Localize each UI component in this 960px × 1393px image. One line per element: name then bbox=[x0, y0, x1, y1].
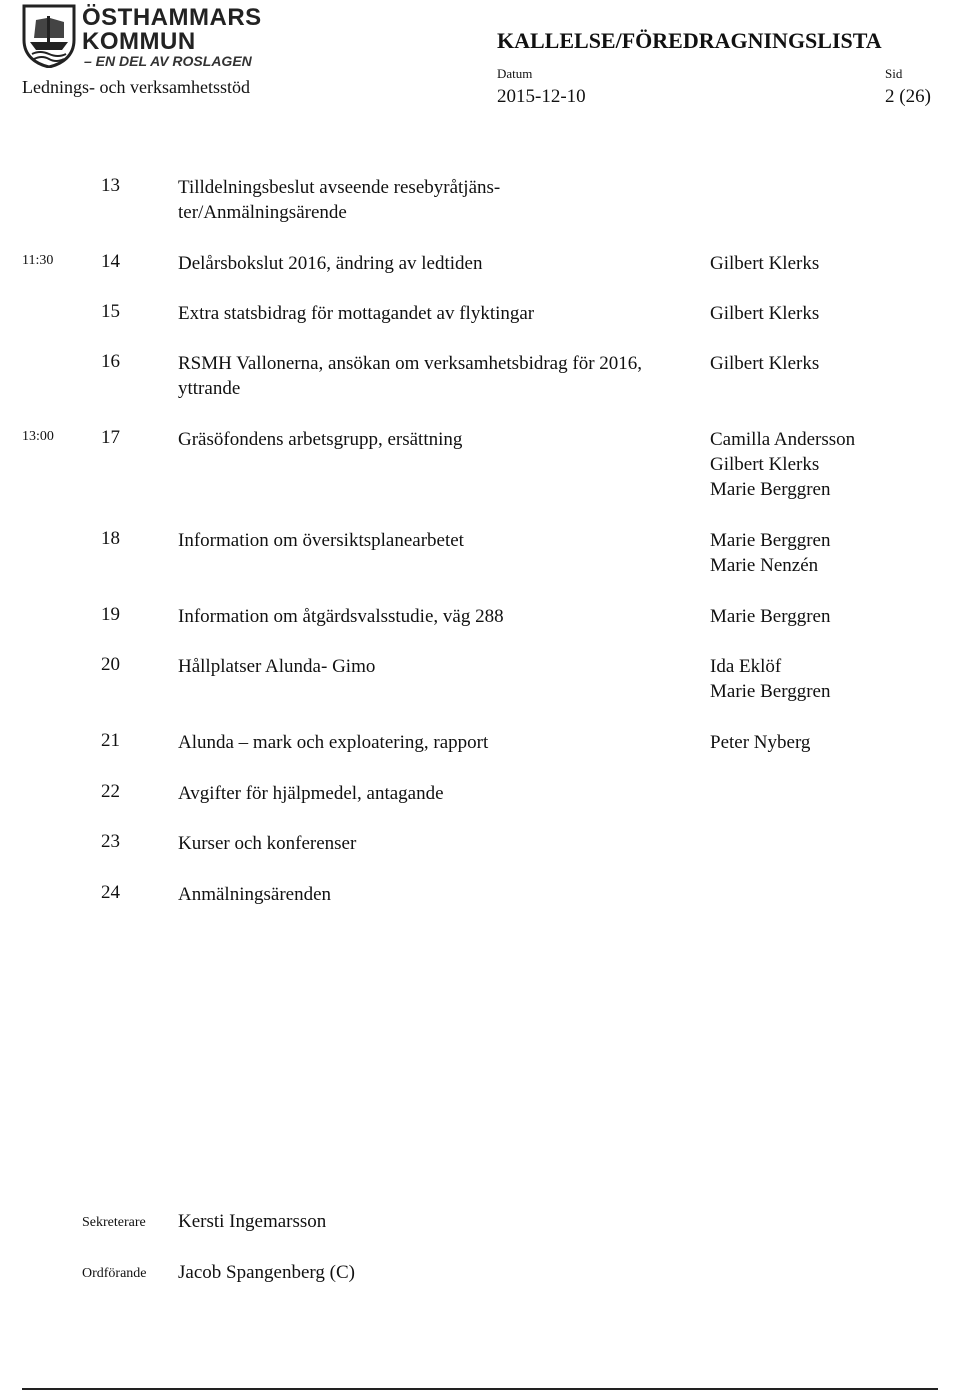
agenda-number: 24 bbox=[101, 882, 120, 903]
presenter-name: Gilbert Klerks bbox=[710, 353, 820, 374]
agenda-item: Delårsbokslut 2016, ändring av ledtiden bbox=[178, 253, 483, 274]
agenda-number: 17 bbox=[101, 427, 120, 448]
page-label: Sid bbox=[885, 66, 903, 81]
date-value: 2015-12-10 bbox=[497, 86, 586, 107]
agenda-time: 11:30 bbox=[22, 253, 54, 268]
bottom-divider bbox=[22, 1388, 938, 1390]
agenda-presenters bbox=[710, 427, 855, 502]
logo-line-3: – EN DEL AV ROSLAGEN bbox=[84, 53, 252, 69]
agenda-number: 23 bbox=[101, 831, 120, 852]
logo-line-2: KOMMUN bbox=[82, 28, 196, 55]
agenda-presenters bbox=[710, 604, 830, 629]
document-title: KALLELSE/FÖREDRAGNINGSLISTA bbox=[497, 28, 882, 53]
agenda-item: Information om översiktsplanearbetet bbox=[178, 530, 464, 551]
agenda-item: RSMH Vallonerna, ansökan om verksamhetsbidrag för 2016, yttrande bbox=[178, 353, 643, 399]
department-name: Lednings- och verksamhetsstöd bbox=[22, 77, 250, 97]
page-value: 2 (26) bbox=[885, 86, 931, 107]
agenda-number: 21 bbox=[101, 730, 120, 751]
presenter-name: Gilbert Klerks bbox=[710, 454, 820, 475]
presenter-name: Marie Berggren bbox=[710, 479, 831, 500]
agenda-presenters bbox=[710, 301, 819, 326]
agenda-number: 20 bbox=[101, 654, 120, 675]
agenda-item: Anmälningsärenden bbox=[178, 884, 332, 905]
presenter-name: Marie Berggren bbox=[710, 606, 831, 627]
agenda-number: 22 bbox=[101, 781, 120, 802]
agenda-presenters bbox=[710, 730, 810, 755]
agenda-number: 16 bbox=[101, 351, 120, 372]
agenda-item: Information om åtgärdsvalsstudie, väg 288 bbox=[178, 606, 504, 627]
presenter-name: Ida Eklöf bbox=[710, 656, 782, 677]
agenda-presenters bbox=[710, 251, 819, 276]
agenda-number: 15 bbox=[101, 301, 120, 322]
crest-icon bbox=[22, 4, 76, 68]
signature-role: Sekreterare bbox=[82, 1215, 146, 1230]
agenda-item: Alunda – mark och exploatering, rapport bbox=[178, 732, 489, 753]
agenda-number: 18 bbox=[101, 528, 120, 549]
presenter-name: Marie Nenzén bbox=[710, 555, 819, 576]
presenter-name: Marie Berggren bbox=[710, 530, 831, 551]
agenda-presenters bbox=[710, 351, 819, 376]
presenter-name: Peter Nyberg bbox=[710, 732, 811, 753]
agenda-number: 19 bbox=[101, 604, 120, 625]
presenter-name: Gilbert Klerks bbox=[710, 303, 820, 324]
agenda-item: Tilldelningsbeslut avseende resebyråtjäns-ter/Anmälningsärende bbox=[178, 177, 501, 223]
agenda-number: 13 bbox=[101, 175, 120, 196]
presenter-name: Gilbert Klerks bbox=[710, 253, 820, 274]
agenda-presenters bbox=[710, 654, 830, 704]
agenda-item: Avgifter för hjälpmedel, antagande bbox=[178, 783, 444, 804]
signature-name: Jacob Spangenberg (C) bbox=[178, 1262, 355, 1283]
agenda-time: 13:00 bbox=[22, 429, 54, 444]
date-label: Datum bbox=[497, 66, 533, 81]
signature-role: Ordförande bbox=[82, 1266, 147, 1281]
agenda-item: Hållplatser Alunda- Gimo bbox=[178, 656, 376, 677]
agenda-presenters bbox=[710, 528, 830, 578]
agenda-item: Gräsöfondens arbetsgrupp, ersättning bbox=[178, 429, 463, 450]
presenter-name: Camilla Andersson bbox=[710, 429, 856, 450]
agenda-item: Extra statsbidrag för mottagandet av flyktingar bbox=[178, 303, 535, 324]
agenda-item: Kurser och konferenser bbox=[178, 833, 357, 854]
logo-line-1: ÖSTHAMMARS bbox=[82, 4, 262, 31]
agenda-number: 14 bbox=[101, 251, 120, 272]
signature-name: Kersti Ingemarsson bbox=[178, 1211, 327, 1232]
presenter-name: Marie Berggren bbox=[710, 681, 831, 702]
municipality-logo bbox=[22, 4, 262, 70]
